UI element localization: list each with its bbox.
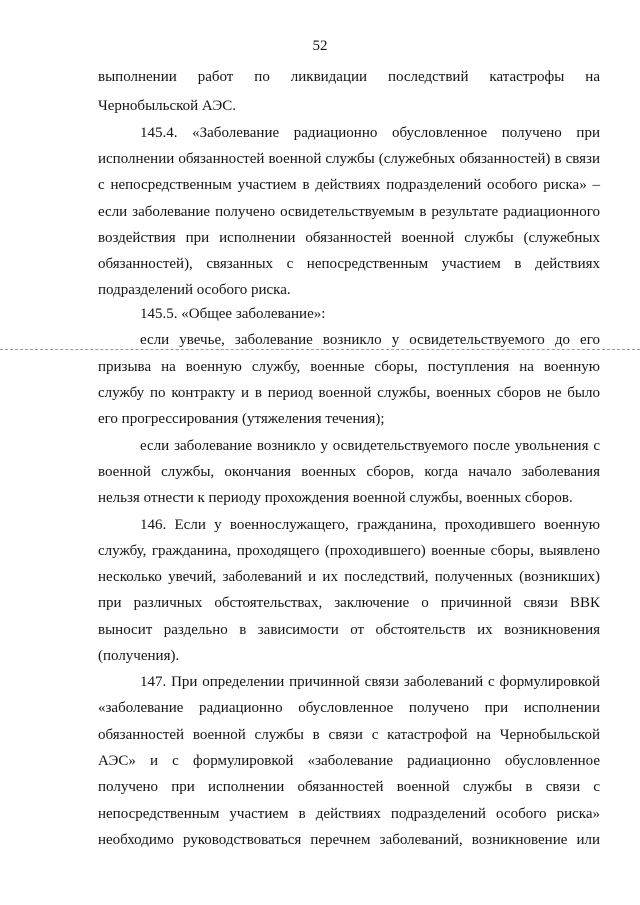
text-line: АЭС» и с формулировкой «заболевание радиационно обусловленное	[98, 753, 600, 769]
text-line: 147. При определении причинной связи заболеваний с формулировкой	[140, 674, 600, 690]
text-line: (получения).	[98, 648, 180, 664]
text-line: службу, гражданина, проходящего (проходившего) военные сборы, выявлено	[98, 543, 600, 559]
text-line: с непосредственным участием в действиях подразделений особого риска» –	[98, 177, 600, 193]
text-line: «заболевание радиационно обусловленное получено при исполнении	[98, 700, 600, 716]
text-line: 145.5. «Общее заболевание»:	[140, 306, 326, 322]
text-line: непосредственным участием в действиях подразделений особого риска»	[98, 806, 600, 822]
text-line: выполнении работ по ликвидации последствий катастрофы на	[98, 69, 600, 85]
text-line: воздействия при исполнении обязанностей военной службы (служебных	[98, 230, 600, 246]
text-line: исполнении обязанностей военной службы (служебных обязанностей) в связи	[98, 151, 600, 167]
text-line: 146. Если у военнослужащего, гражданина, проходившего военную	[140, 517, 600, 533]
text-line: если увечье, заболевание возникло у освидетельствуемого до его	[140, 332, 600, 348]
text-line: нельзя отнести к периоду прохождения военной службы, военных сборов.	[98, 490, 573, 506]
text-line: Чернобыльской АЭС.	[98, 98, 237, 114]
text-line: выносит раздельно в зависимости от обстоятельств их возникновения	[98, 622, 600, 638]
text-line: если заболевание возникло у освидетельствуемого после увольнения с	[140, 438, 600, 454]
text-line: подразделений особого риска.	[98, 282, 291, 298]
text-line: обязанностей военной службы в связи с катастрофой на Чернобыльской	[98, 727, 600, 743]
text-line: военной службы, окончания военных сборов, когда начало заболевания	[98, 464, 600, 480]
text-line: 145.4. «Заболевание радиационно обусловленное получено при	[140, 125, 600, 141]
text-line: получено при исполнении обязанностей военной службы в связи с	[98, 779, 600, 795]
text-line: если заболевание получено освидетельствуемым в результате радиационного	[98, 204, 600, 220]
text-line: обязанностей), связанных с непосредственным участием в действиях	[98, 256, 600, 272]
page-number: 52	[312, 38, 328, 54]
text-line: при различных обстоятельствах, заключение о причинной связи ВВК	[98, 595, 600, 611]
text-line: несколько увечий, заболеваний и их последствий, полученных (возникших)	[98, 569, 600, 585]
text-line: службу по контракту и в период военной службы, военных сборов не было	[98, 385, 600, 401]
text-line: призыва на военную службу, военные сборы, поступления на военную	[98, 359, 600, 375]
text-line: необходимо руководствоваться перечнем заболеваний, возникновение или	[98, 832, 600, 848]
text-line: его прогрессирования (утяжеления течения);	[98, 411, 385, 427]
scan-artifact-line	[0, 349, 640, 350]
